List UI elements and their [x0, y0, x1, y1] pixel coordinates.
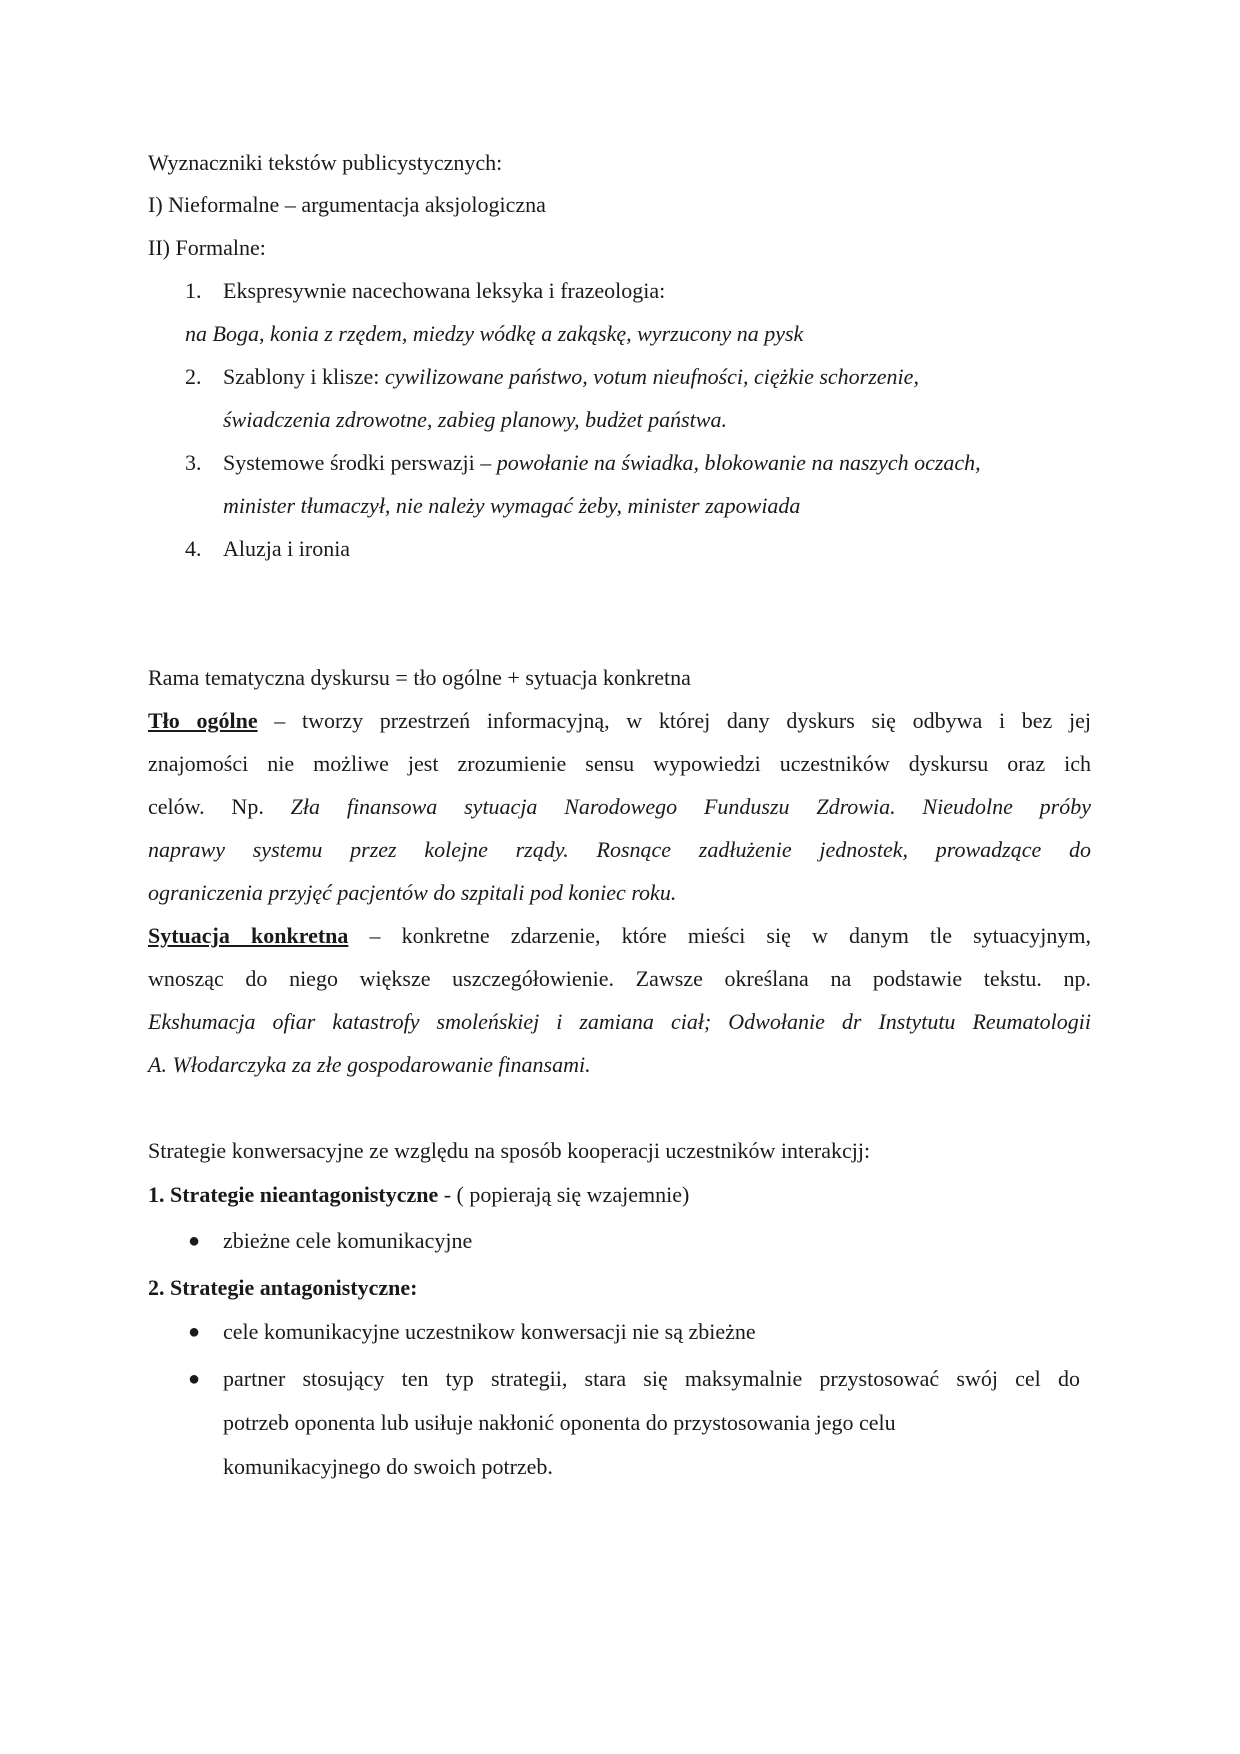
tlo-line-5: ograniczenia przyjęć pacjentów do szpitali pod koniec roku.	[148, 880, 677, 905]
tlo-example: Zła finansowa sytuacja Narodowego Funduszu Zdrowia. Nieudolne próby	[290, 794, 1092, 819]
tlo-line-4: naprawy systemu przez kolejne rządy. Rosnące zadłużenie jednostek, prowadzące do	[148, 837, 1091, 862]
tlo-np: celów. Np.	[148, 794, 291, 819]
roman-item-2: II) Formalne:	[148, 235, 266, 260]
strategie-heading: Strategie konwersacyjne ze względu na sposób kooperacji uczestników interakcjj:	[148, 1138, 871, 1163]
list-item-2-text: Szablony i klisze:	[223, 364, 385, 389]
list-number: 3.	[185, 450, 202, 475]
strategia-1-bullet-1: zbieżne cele komunikacyjne	[223, 1228, 473, 1253]
strategia-2-bullet-2-l2: potrzeb oponenta lub usiłuje nakłonić oponenta do przystosowania jego celu	[223, 1410, 896, 1435]
list-number: 1.	[185, 278, 202, 303]
list-item-2-italic: cywilizowane państwo, votum nieufności, ciężkie schorzenie,	[384, 364, 919, 389]
strategia-2-bullet-1: cele komunikacyjne uczestnikow konwersacji nie są zbieżne	[223, 1319, 756, 1344]
bullet-icon: ●	[188, 1230, 201, 1252]
list-item-2-cont: świadczenia zdrowotne, zabieg planowy, budżet państwa.	[223, 407, 727, 432]
list-number: 4.	[185, 536, 202, 561]
syt-line-3: Ekshumacja ofiar katastrofy smoleńskiej i zamiana ciał; Odwołanie dr Instytutu Reumatologii	[148, 1009, 1091, 1034]
list-item-3-italic: powołanie na świadka, blokowanie na naszych oczach,	[496, 450, 981, 475]
strategia-2-bullet-2-l3: komunikacyjnego do swoich potrzeb.	[223, 1454, 553, 1479]
list-item-4: Aluzja i ironia	[223, 536, 351, 561]
bullet-icon: ●	[188, 1321, 201, 1343]
tlo-term: Tło ogólne	[148, 708, 258, 733]
syt-line-4: A. Włodarczyka za złe gospodarowanie finansami.	[148, 1052, 591, 1077]
rama-heading: Rama tematyczna dyskursu = tło ogólne + sytuacja konkretna	[148, 665, 691, 690]
tlo-line-3	[148, 796, 1091, 818]
list-item-1: Ekspresywnie nacechowana leksyka i frazeologia:	[223, 278, 666, 303]
strategia-1-title: 1. Strategie nieantagonistyczne	[148, 1182, 439, 1207]
list-number: 2.	[185, 364, 202, 389]
list-item-2	[223, 366, 919, 388]
tlo-line-1	[148, 710, 1091, 732]
strategia-2-bullet-2-l1: partner stosujący ten typ strategii, stara się maksymalnie przystosować swój cel do	[223, 1366, 1080, 1391]
syt-line-2: wnosząc do niego większe uszczegółowienie. Zawsze określana na podstawie tekstu. np.	[148, 966, 1091, 991]
roman-item-1: I) Nieformalne – argumentacja aksjologiczna	[148, 192, 546, 217]
strategia-2-title: 2. Strategie antagonistyczne:	[148, 1275, 418, 1300]
heading-wyznaczniki: Wyznaczniki tekstów publicystycznych:	[148, 150, 503, 175]
list-item-3	[223, 452, 981, 474]
syt-text: – konkretne zdarzenie, które mieści się w danym tle sytuacyjnym,	[348, 923, 1091, 948]
strategia-1	[148, 1184, 689, 1206]
list-item-1-example: na Boga, konia z rzędem, miedzy wódkę a zakąskę, wyrzucony na pysk	[185, 321, 804, 346]
syt-term: Sytuacja konkretna	[148, 923, 349, 948]
strategia-1-note: - ( popierają się wzajemnie)	[438, 1182, 690, 1207]
list-item-3-cont: minister tłumaczył, nie należy wymagać żeby, minister zapowiada	[223, 493, 801, 518]
tlo-line-2: znajomości nie możliwe jest zrozumienie sensu wypowiedzi uczestników dyskursu oraz ich	[148, 751, 1091, 776]
tlo-text: – tworzy przestrzeń informacyjną, w której dany dyskurs się odbywa i bez jej	[257, 708, 1091, 733]
bullet-icon: ●	[188, 1368, 201, 1390]
syt-line-1	[148, 925, 1091, 947]
list-item-3-text: Systemowe środki perswazji –	[223, 450, 497, 475]
